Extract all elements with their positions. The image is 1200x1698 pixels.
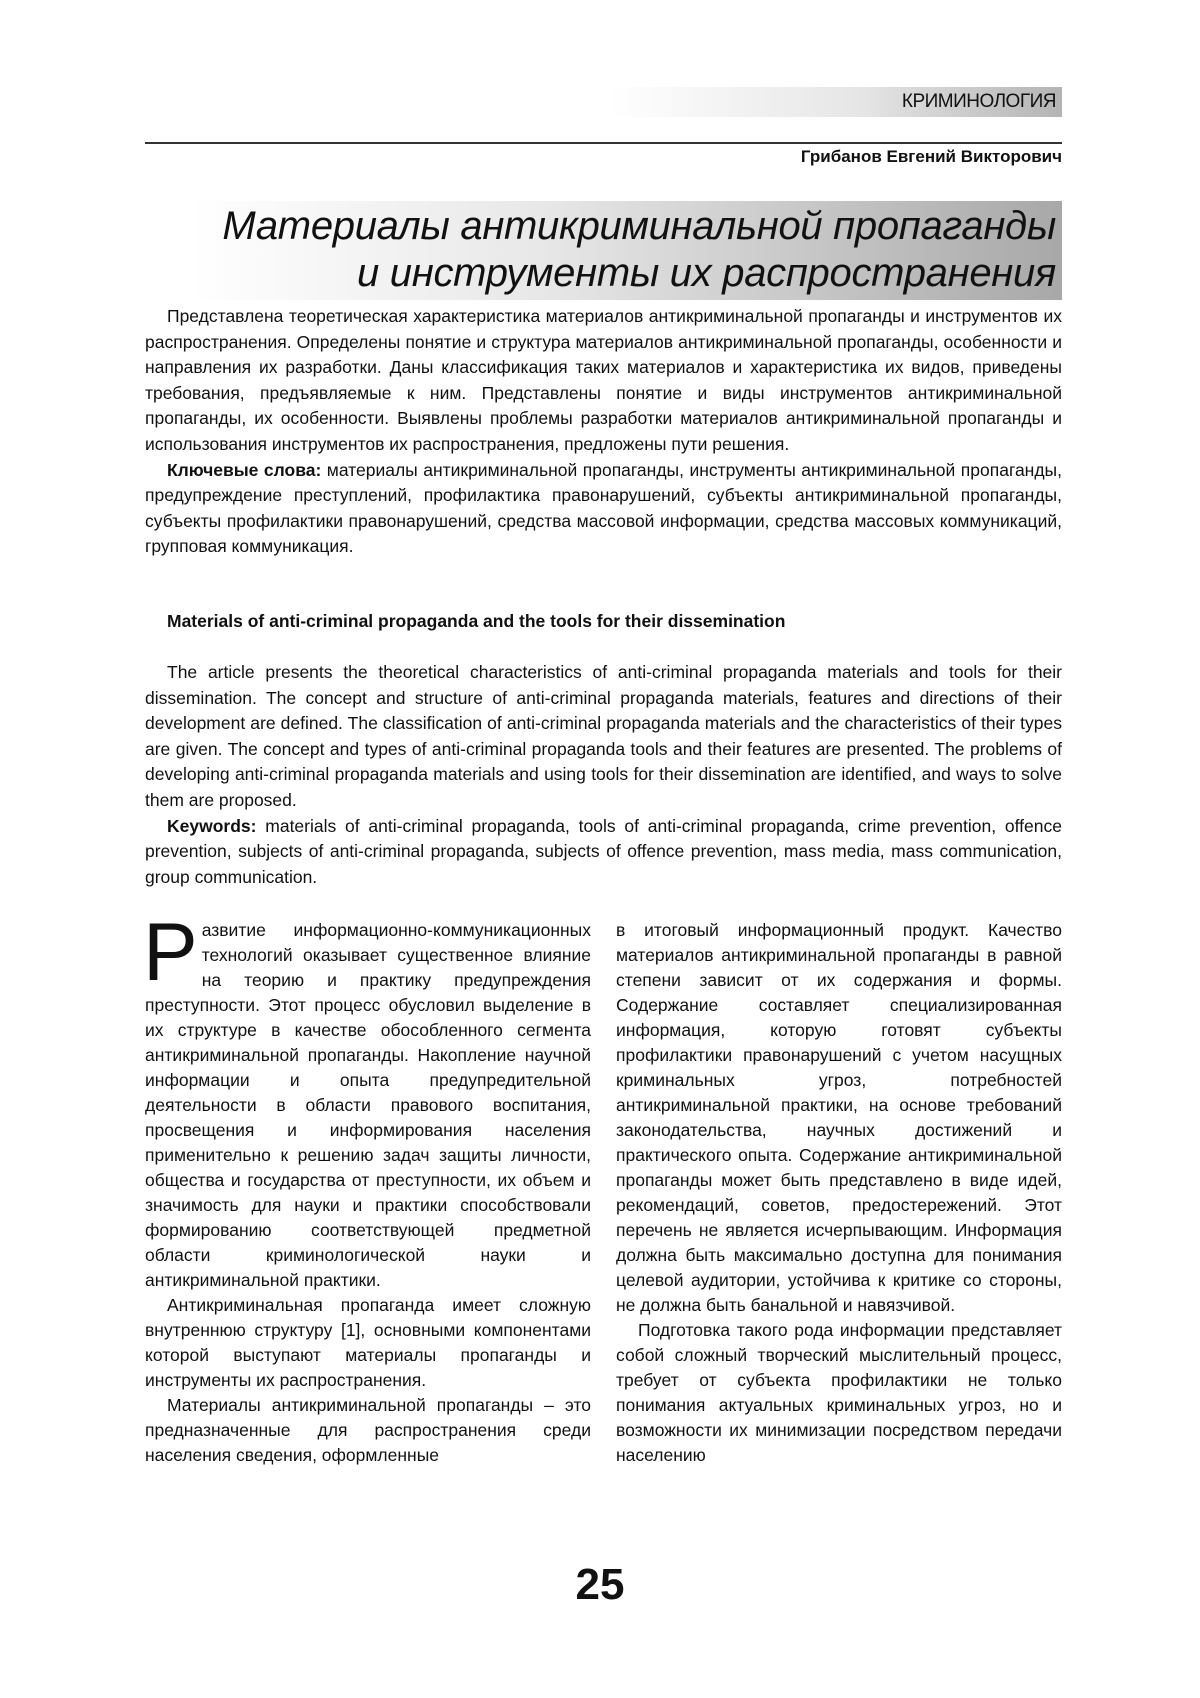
english-title: Materials of anti-criminal propaganda and the tools for their dissemination: [167, 611, 785, 632]
section-header: [610, 87, 1062, 117]
keywords-en-label: Keywords:: [167, 816, 256, 836]
title-line-2: и инструменты их распространения: [222, 250, 1056, 297]
keywords-en: [145, 814, 1062, 891]
paragraph: Материалы антикриминальной пропаганды – это предназначенные для распространения среди населения сведения, оформленные: [145, 1393, 591, 1468]
title-banner: [190, 201, 1062, 300]
body-column-left: [145, 918, 591, 1468]
page-number: 25: [0, 1560, 1200, 1610]
keywords-ru-label: Ключевые слова:: [167, 460, 321, 480]
abstract-en: [145, 660, 1062, 890]
keywords-en-text: materials of anti-criminal propaganda, tools of anti-criminal propaganda, crime prevention, offence prevention, subjects of anti-criminal propaganda, subjects of offence prevention, mass media, mass communication, group communication.: [145, 816, 1062, 887]
author-name: Грибанов Евгений Викторович: [801, 147, 1062, 167]
article-title: [222, 203, 1056, 297]
paragraph: в итоговый информационный продукт. Качество материалов антикриминальной пропаганды в равной степени зависит от их содержания и формы. Содержание составляет специализированная информация, которую готовят субъекты профилактики правонарушений с учетом насущных криминальных угроз, потребностей антикриминальной практики, на основе требований законодательства, научных достижений и практического опыта. Содержание антикриминальной пропаганды может быть представлено в виде идей, рекомендаций, советов, предостережений. Этот перечень не является исчерпывающим. Информация должна быть максимально доступна для понимания целевой аудитории, устойчива к критике со стороны, не должна быть банальной и навязчивой.: [616, 918, 1062, 1318]
abstract-en-text: The article presents the theoretical characteristics of anti-criminal propaganda materials and tools for their dissemination. The concept and structure of anti-criminal propaganda materials, features and directions of their development are defined. The classification of anti-criminal propaganda materials and the characteristics of their types are given. The concept and types of anti-criminal propaganda tools and their features are presented. The problems of developing anti-criminal propaganda materials and using tools for their dissemination are identified, and ways to solve them are proposed.: [145, 660, 1062, 814]
keywords-ru-text: материалы антикриминальной пропаганды, инструменты антикриминальной пропаганды, предупреждение преступлений, профилактика правонарушений, субъекты антикриминальной пропаганды, субъекты профилактики правонарушений, средства массовой информации, средства массовых коммуникаций, групповая коммуникация.: [145, 460, 1062, 557]
paragraph: [145, 918, 591, 1293]
section-label: КРИМИНОЛОГИЯ: [902, 91, 1056, 113]
title-line-1: Материалы антикриминальной пропаганды: [222, 203, 1056, 250]
paragraph-text: азвитие информационно-коммуникационных технологий оказывает существенное влияние на теорию и практику предупреждения преступности. Этот процесс обусловил выделение в их структуре в качестве обособленного сегмента антикриминальной пропаганды. Накопление научной информации и опыта предупредительной деятельности в области правового воспитания, просвещения и информирования населения применительно к решению задач защиты личности, общества и государства от преступности, их объем и значимость для науки и практики способствовали формированию соответствующей предметной области криминологической науки и антикриминальной практики.: [145, 920, 591, 1290]
body-column-right: [616, 918, 1062, 1468]
paragraph: Антикриминальная пропаганда имеет сложную внутреннюю структуру [1], основными компонентами которой выступают материалы пропаганды и инструменты их распространения.: [145, 1293, 591, 1393]
paragraph: Подготовка такого рода информации представляет собой сложный творческий мыслительный процесс, требует от субъекта профилактики не только понимания актуальных криминальных угроз, но и возможности их минимизации посредством передачи населению: [616, 1318, 1062, 1468]
abstract-ru-text: Представлена теоретическая характеристика материалов антикриминальной пропаганды и инструментов их распространения. Определены понятие и структура материалов антикриминальной пропаганды, особенности и направления их разработки. Даны классификация таких материалов и характеристика их видов, приведены требования, предъявляемые к ним. Представлены понятие и виды инструментов антикриминальной пропаганды, их особенности. Выявлены проблемы разработки материалов антикриминальной пропаганды и использования инструментов их распространения, предложены пути решения.: [145, 304, 1062, 458]
keywords-ru: [145, 458, 1062, 560]
header-divider: [145, 142, 1062, 144]
drop-cap: Р: [143, 920, 198, 988]
abstract-ru: [145, 304, 1062, 560]
